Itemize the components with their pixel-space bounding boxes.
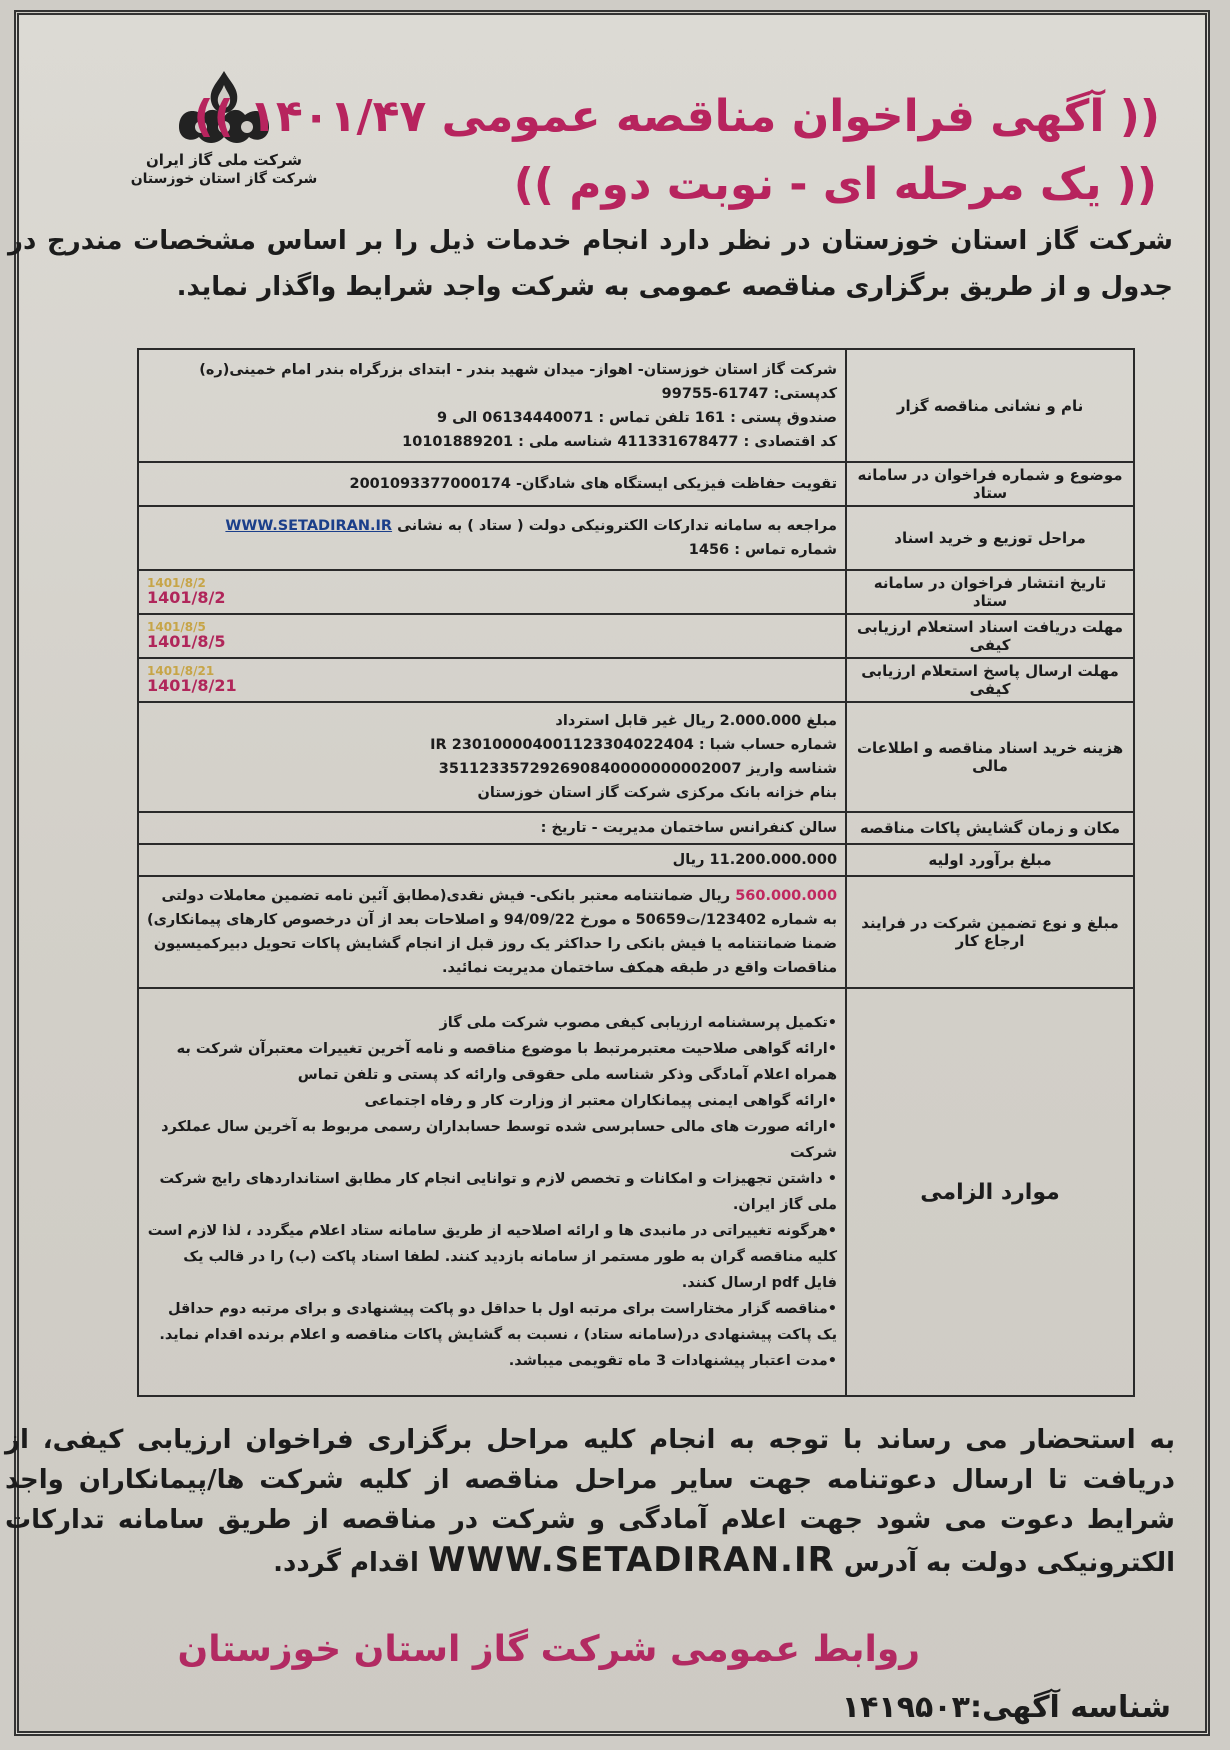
table-row: [138, 844, 1134, 876]
doc-fee: مبلغ 2.000.000 ریال غیر قابل استرداد: [555, 713, 838, 729]
table-row: [138, 876, 1134, 988]
economic-national-id: کد اقتصادی : 411331678477 شناسه ملی : 10101889201: [402, 433, 838, 450]
guarantee-text: ریال ضمانتنامه معتبر بانکی- فیش نقدی(مطابق آئین نامه تضمین معاملات دولتی: [161, 888, 731, 904]
old-date: 1401/8/5: [147, 620, 206, 634]
outro-end: اقدام گردد.: [273, 1548, 419, 1578]
list-item: •ارائه گواهی ایمنی پیمانکاران معتبر از وزارت کار و رفاه اجتماعی: [364, 1093, 838, 1109]
table-row: [138, 988, 1134, 1396]
logo-subtitle: شرکت گاز استان خوزستان: [130, 171, 318, 187]
row-value: [138, 570, 846, 614]
public-relations-signature: روابط عمومی شرکت گاز استان خوزستان: [177, 1629, 920, 1670]
row-label: مبلغ برآورد اولیه: [846, 844, 1134, 876]
ad-identifier: شناسه آگهی:۱۴۱۹۵۰۳: [841, 1690, 1171, 1725]
guarantee-regulation: به شماره 123402/ت50659 ه مورخ 94/09/22 و اصلاحات بعد از آن درخصوص کارهای پیمانکاری): [147, 912, 838, 928]
row-label: موارد الزامی: [846, 988, 1134, 1396]
table-row: [138, 506, 1134, 570]
sheba-account: شماره حساب شبا : IR 230100004001123304022404: [430, 737, 838, 753]
table-row: [138, 702, 1134, 812]
outro-text: به استحضار می رساند با توجه به انجام کلیه مراحل برگزاری فراخوان ارزیابی کیفی، از دریافت تا ارسال دعوتنامه جهت سایر مراحل مناقصه از کلیه شرکت ها/پیمانکاران واجد شرایط دعوت می شود جهت اعلام آمادگی و شرکت در مناقصه از طریق سامانه تدارکات الکترونیکی دولت به آدرس: [5, 1425, 1175, 1578]
estimate-value: 11.200.000.000 ریال: [138, 844, 846, 876]
requirements-list: [138, 988, 846, 1396]
outro-paragraph: [5, 1420, 1175, 1583]
row-label: مکان و زمان گشایش پاکات مناقصه: [846, 812, 1134, 844]
response-deadline: 1401/8/21: [147, 676, 237, 695]
postal-code: کدپستی: 61747-99755: [661, 385, 838, 402]
table-row: [138, 614, 1134, 658]
list-item: •ارائه گواهی صلاحیت معتبرمرتبط با موضوع مناقصه و نامه آخرین تغییرات معتبرآن شرکت به همراه اعلام آمادگی وذکر شناسه ملی حقوقی وارائه کد پستی و تلفن تماس: [176, 1041, 838, 1083]
old-date: 1401/8/21: [147, 664, 215, 678]
list-item: •مدت اعتبار پیشنهادات 3 ماه تقویمی میباشد.: [508, 1353, 838, 1369]
outro-site-link[interactable]: WWW.SETADIRAN.IR: [428, 1540, 835, 1580]
list-item: •هرگونه تغییراتی در مانبدی ها و ارائه اصلاحیه از طریق سامانه ستاد اعلام میگردد ، لذا لازم است کلیه مناقصه گران به طور مستمر از سامانه بازدید کنند. لطفا اسناد پاکت (ب) را در قالب یک فایل pdf ارسال کنند.: [147, 1223, 838, 1291]
deposit-id: شناسه واریز 351123357292690840000000002007: [438, 761, 838, 777]
ad-frame: [5, 10, 1210, 1736]
list-item: •تکمیل پرسشنامه ارزیابی کیفی مصوب شرکت ملی گاز: [439, 1015, 838, 1031]
row-label: نام و نشانی مناقصه گزار: [846, 349, 1134, 462]
distribution-text: مراجعه به سامانه تدارکات الکترونیکی دولت ( ستاد ) به نشانی: [397, 518, 838, 534]
table-row: [138, 812, 1134, 844]
row-value: [138, 614, 846, 658]
contact-number: شماره تماس : 1456: [688, 542, 838, 558]
row-label: مهلت ارسال پاسخ استعلام ارزیابی کیفی: [846, 658, 1134, 702]
list-item: •ارائه صورت های مالی حسابرسی شده توسط حسابداران رسمی مربوط به آخرین سال عملکرد شرکت: [161, 1119, 838, 1161]
row-label: هزینه خرید اسناد مناقصه و اطلاعات مالی: [846, 702, 1134, 812]
subject-value: تقویت حفاظت فیزیکی ایستگاه های شادگان- 2001093377000174: [138, 462, 846, 506]
intro-paragraph: شرکت گاز استان خوزستان در نظر دارد انجام خدمات ذیل را بر اساس مشخصات مندرج در جدول و از طریق برگزاری مناقصه عمومی به شرکت واجد شرایط واگذار نماید.: [8, 226, 1173, 302]
old-date: 1401/8/2: [147, 576, 206, 590]
receive-deadline: 1401/8/5: [147, 632, 226, 651]
guarantee-amount: 560.000.000: [735, 888, 838, 904]
account-holder: بنام خزانه بانک مرکزی شرکت گاز استان خوزستان: [477, 785, 838, 801]
list-item: •مناقصه گزار مختاراست برای مرتبه اول با حداقل دو پاکت پیشنهادی و برای مرتبه دوم حداقل یک پاکت پیشنهادی در(سامانه ستاد) ، نسبت به گشایش پاکات مناقصه و اعلام برنده اقدام نماید.: [159, 1301, 838, 1343]
row-value: [138, 349, 846, 462]
table-row: [138, 349, 1134, 462]
row-value: [138, 876, 846, 988]
row-value: [138, 658, 846, 702]
row-label: مبلغ و نوع تضمین شرکت در فرایند ارجاع کار: [846, 876, 1134, 988]
row-label: مراحل توزیع و خرید اسناد: [846, 506, 1134, 570]
ad-subtitle: (( یک مرحله ای - نوبت دوم )): [513, 159, 1157, 210]
table-row: [138, 658, 1134, 702]
list-item: • داشتن تجهیزات و امکانات و تخصص لازم و توانایی انجام کار مطابق استانداردهای رایج شرکت ملی گاز ایران.: [159, 1171, 838, 1213]
guarantee-delivery: ضمنا ضمانتنامه یا فیش بانکی را حداکثر یک روز قبل از انجام گشایش پاکات تحویل دبیرکمیسیون: [153, 936, 838, 952]
opening-place: سالن کنفرانس ساختمان مدیریت - تاریخ :: [138, 812, 846, 844]
po-box-phone: صندوق پستی : 161 تلفن تماس : 06134440071 الی 9: [437, 409, 838, 426]
ad-title: (( آگهی فراخوان مناقصه عمومی ۱۴۰۱/۴۷ )): [193, 91, 1160, 142]
address-line: شرکت گاز استان خوزستان- اهواز- میدان شهید بندر - ابتدای بزرگراه بندر امام خمینی(ره): [199, 361, 838, 378]
row-label: مهلت دریافت اسناد استعلام ارزیابی کیفی: [846, 614, 1134, 658]
logo-brand: شرکت ملی گاز ایران: [146, 151, 302, 169]
table-row: [138, 570, 1134, 614]
publish-date: 1401/8/2: [147, 588, 226, 607]
row-value: [138, 506, 846, 570]
row-label: موضوع و شماره فراخوان در سامانه ستاد: [846, 462, 1134, 506]
company-logo: [129, 67, 319, 217]
guarantee-location: مناقصات واقع در طبقه همکف ساختمان مدیریت نمائید.: [442, 960, 838, 976]
row-value: [138, 702, 846, 812]
table-row: [138, 462, 1134, 506]
tender-table: [137, 348, 1135, 1397]
setad-link[interactable]: WWW.SETADIRAN.IR: [225, 518, 393, 534]
row-label: تاریخ انتشار فراخوان در سامانه ستاد: [846, 570, 1134, 614]
